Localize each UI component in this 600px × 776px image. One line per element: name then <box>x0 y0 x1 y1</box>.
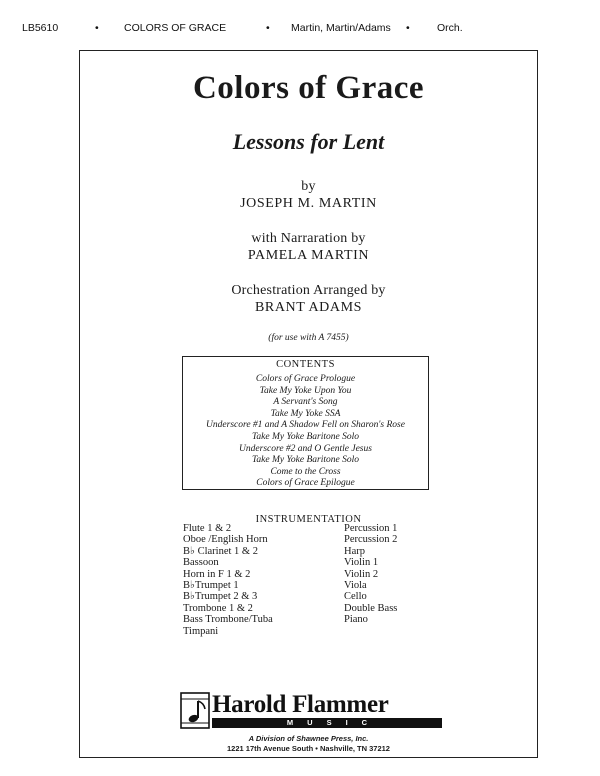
header-bullet: • <box>266 22 270 34</box>
header-title: COLORS OF GRACE <box>124 22 227 34</box>
contents-item: Colors of Grace Prologue <box>255 374 356 384</box>
instrument-item: Horn in F 1 & 2 <box>183 568 251 580</box>
contents-item: Take My Yoke Upon You <box>259 385 352 396</box>
contents-item: Colors of Grace Epilogue <box>256 478 355 489</box>
publisher-address: 1221 17th Avenue South • Nashville, TN 37212 <box>227 744 390 753</box>
composer-name: JOSEPH M. MARTIN <box>240 196 377 211</box>
contents-list <box>182 374 429 490</box>
contents-item: Come to the Cross <box>270 466 341 477</box>
music-note-logo-icon <box>180 692 210 729</box>
use-note: (for use with A 7455) <box>268 333 349 343</box>
instrument-item: Cello <box>344 591 367 603</box>
catalog-number: LB5610 <box>22 22 59 34</box>
instrument-item: Percussion 1 <box>344 523 398 534</box>
narrator-name: PAMELA MARTIN <box>247 248 370 263</box>
page-subtitle: Lessons for Lent <box>232 129 385 154</box>
instrument-item: Violin 2 <box>344 568 379 580</box>
instrument-item: Trombone 1 & 2 <box>183 602 253 614</box>
arranger-name: BRANT ADAMS <box>254 300 363 315</box>
narration-label: with Narraration by <box>251 231 366 246</box>
instrument-item: Harp <box>344 545 365 557</box>
instrument-item: Piano <box>344 614 368 626</box>
contents-item: A Servant's Song <box>273 397 338 408</box>
publisher-name: Harold Flammer <box>212 691 389 718</box>
header-bullet: • <box>95 22 99 34</box>
publisher-logo <box>180 692 442 729</box>
instrument-item: Violin 1 <box>344 557 379 569</box>
orchestration-label: Orchestration Arranged by <box>231 283 386 298</box>
instrument-item: Viola <box>344 580 367 592</box>
instrument-item: Timpani <box>183 625 219 637</box>
page-title: Colors of Grace <box>192 70 425 106</box>
contents-item: Take My Yoke SSA <box>270 408 341 419</box>
by-label: by <box>301 179 316 194</box>
instrument-item: B♭ Clarinet 1 & 2 <box>183 545 258 557</box>
instrument-list-left <box>183 523 273 637</box>
publisher-sub: MUSIC <box>212 718 442 728</box>
header-bullet: • <box>406 22 410 34</box>
header-authors: Martin, Martin/Adams <box>291 22 391 34</box>
instrumentation-heading: INSTRUMENTATION <box>255 514 362 525</box>
header-edition: Orch. <box>437 22 463 34</box>
contents-item: Take My Yoke Baritone Solo <box>252 455 359 466</box>
instrument-item: Oboe /English Horn <box>183 534 268 546</box>
instrument-item: Percussion 2 <box>344 534 398 546</box>
instrument-item: B♭Trumpet 2 & 3 <box>183 591 258 603</box>
instrument-item: Flute 1 & 2 <box>183 523 232 534</box>
contents-heading: CONTENTS <box>276 359 335 370</box>
instrument-item: Double Bass <box>344 602 398 614</box>
catalog-header <box>22 22 578 36</box>
contents-item: Underscore #1 and A Shadow Fell on Sharon's Rose <box>206 420 405 431</box>
instrument-item: Bass Trombone/Tuba <box>183 614 273 626</box>
contents-item: Underscore #2 and O Gentle Jesus <box>239 443 372 454</box>
instrument-item: Bassoon <box>183 557 219 569</box>
instrument-list-right <box>344 523 397 626</box>
contents-item: Take My Yoke Baritone Solo <box>252 431 359 442</box>
publisher-division: A Division of Shawnee Press, Inc. <box>248 734 369 743</box>
instrument-item: B♭Trumpet 1 <box>183 580 239 592</box>
